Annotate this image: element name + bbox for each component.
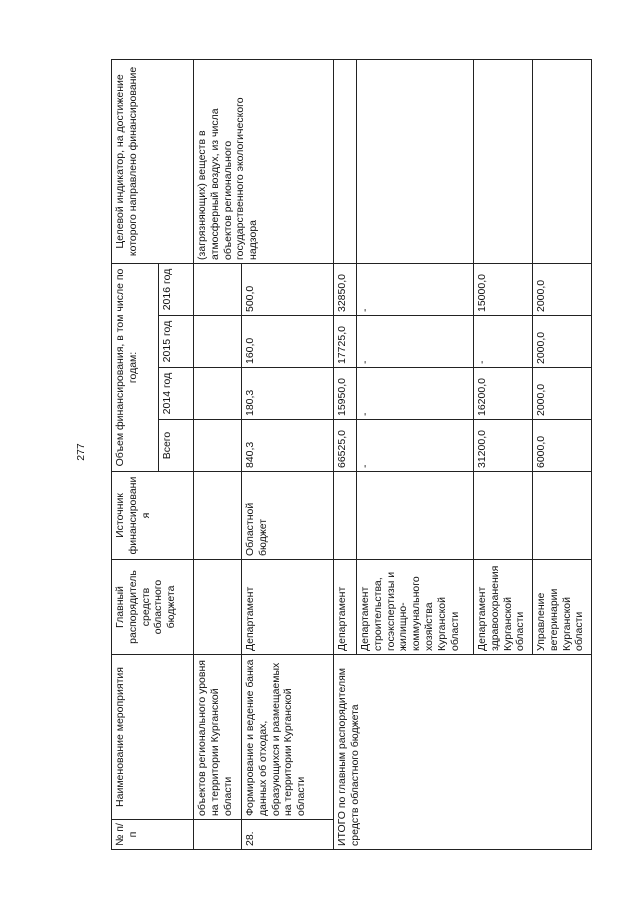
total-sum-4: 6000,0 xyxy=(533,420,592,472)
total-2015-3: - xyxy=(474,316,533,368)
totals-label: ИТОГО по главным распорядителям средств областного бюджета xyxy=(334,655,592,850)
total-admin-4: Управление ветеринарии Курганской области xyxy=(533,560,592,655)
total-2016-3: 15000,0 xyxy=(474,263,533,315)
table-row-total-1 xyxy=(334,59,357,849)
header-2016: 2016 год xyxy=(159,263,194,315)
header-total: Всего xyxy=(159,420,194,472)
header-2015: 2015 год xyxy=(159,316,194,368)
header-admin: Главный распорядитель средств областного бюджета xyxy=(112,560,194,655)
header-source: Источник финансирования xyxy=(112,472,194,560)
header-name: Наименование мероприятия xyxy=(112,655,194,820)
header-num: № п/п xyxy=(112,820,194,850)
total-2014-1: 15950,0 xyxy=(334,368,357,420)
total-admin-3: Департамент здравоохранения Курганской области xyxy=(474,560,533,655)
total-2016-4: 2000,0 xyxy=(533,263,592,315)
header-row xyxy=(112,59,159,849)
page-number: 277 xyxy=(75,443,87,461)
header-2014: 2014 год xyxy=(159,368,194,420)
total-admin-1: Департамент xyxy=(334,560,357,655)
row28-name: Формирование и ведение банка данных об отходах, образующихся и размещаемых на территории Курганской области xyxy=(242,655,334,820)
total-sum-2: - xyxy=(357,420,474,472)
total-2014-3: 16200,0 xyxy=(474,368,533,420)
row28-total: 840,3 xyxy=(242,420,334,472)
cont-name: объектов регионального уровня на территории Курганской области xyxy=(194,655,242,820)
total-sum-3: 31200,0 xyxy=(474,420,533,472)
header-volume: Объем финансирования, в том числе по годам: xyxy=(112,263,159,471)
total-2015-1: 17725,0 xyxy=(334,316,357,368)
row28-2015: 160,0 xyxy=(242,316,334,368)
financing-table xyxy=(111,59,592,850)
total-sum-1: 66525,0 xyxy=(334,420,357,472)
cont-target: (загрязняющих) веществ в атмосферный воздух, из числа объектов регионального государственного экологического надзора xyxy=(194,59,334,263)
row28-num: 28. xyxy=(242,820,334,850)
total-2016-2: - xyxy=(357,263,474,315)
total-2015-2: - xyxy=(357,316,474,368)
total-2015-4: 2000,0 xyxy=(533,316,592,368)
row28-2014: 180,3 xyxy=(242,368,334,420)
row28-source: Областной бюджет xyxy=(242,472,334,560)
total-2016-1: 32850,0 xyxy=(334,263,357,315)
total-2014-2: - xyxy=(357,368,474,420)
total-admin-2: Департамент строительства, госэкспертизы и жилищно-коммунального хозяйства Курганской области xyxy=(357,560,474,655)
header-target: Целевой индикатор, на достижение которого направлено финансирование xyxy=(112,59,194,263)
row28-2016: 500,0 xyxy=(242,263,334,315)
rotated-page xyxy=(111,60,591,850)
total-2014-4: 2000,0 xyxy=(533,368,592,420)
table-row-continued xyxy=(194,59,242,849)
row28-admin: Департамент xyxy=(242,560,334,655)
